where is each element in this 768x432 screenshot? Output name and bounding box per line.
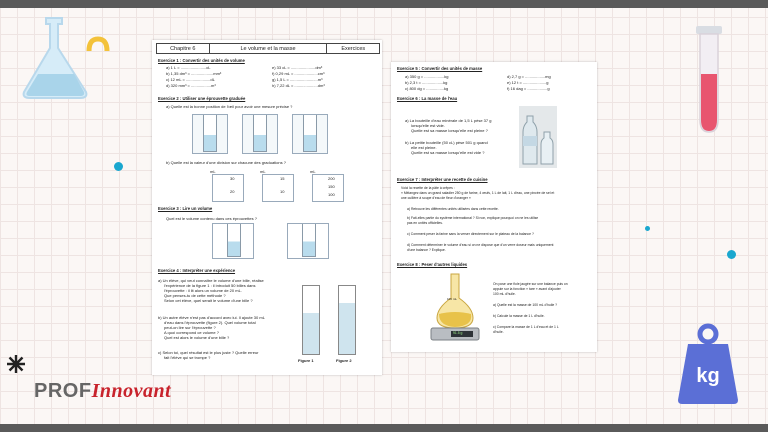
graduation-label: 150: [328, 184, 335, 189]
ex4-text: l'éprouvette : il lit alors un volume de 20 mL.: [164, 288, 242, 293]
graduation-scale: [262, 174, 294, 202]
worksheet-title: Le volume et la masse: [210, 44, 328, 53]
graduation-unit: mL: [260, 169, 266, 174]
ex4-text: fait l'élève qui se trompe ?: [164, 355, 211, 360]
ex1-item: c) 12 mL = ......................dL: [166, 77, 215, 82]
flask-volume-label: 100 mL: [447, 297, 458, 301]
svg-text:kg: kg: [696, 365, 720, 387]
ex7-question: b) Fait-elles partie du système international ? Si non, explique pourquoi on ne les utilise: [407, 216, 539, 220]
ex8-question: a) Quelle est la masse de 100 mL d'huile ?: [493, 303, 558, 307]
scale-display: 91.5 g: [453, 331, 463, 335]
worksheet-header: [156, 43, 380, 54]
ex5-item: d) 2,7 g = ..................mg: [507, 74, 551, 79]
exercise-4-title: Exercice 4 : Interpréter une expérience: [158, 268, 236, 273]
ex4-text: a) Un élève, qui veut connaître le volume d'une bille, réalise: [158, 278, 264, 283]
ex6-text: Quelle est sa masse lorsqu'elle est vide ?: [411, 150, 485, 155]
chapter-label: Chapitre 6: [157, 44, 210, 53]
graduation-unit: mL: [210, 169, 216, 174]
exercise-7-title: Exercice 7 : Interpréter une recette de cuisine: [397, 177, 488, 182]
ex6-text: elle est pleine.: [411, 145, 437, 150]
ex8-question: d'huile.: [493, 330, 504, 334]
graduation-label: 15: [280, 176, 285, 181]
ex1-item: a) 1 L = .......................cL: [166, 65, 211, 70]
figure-2-caption: Figure 2: [336, 358, 352, 363]
ex8-text: On pose une fiole jaugée sur une balance puis on: [493, 282, 568, 286]
ex5-item: b) 2,3 t = ...................kg: [405, 80, 448, 85]
eye-position-figure: [292, 114, 328, 154]
bottom-bar: [0, 424, 768, 432]
magnet-icon: [86, 36, 110, 54]
ex4-text: c) Selon toi, quel résultat est le plus juste ? Quelle erreur: [158, 350, 259, 355]
ex2-question-b: b) Quelle est la valeur d'une division sur chacune des graduations ?: [166, 160, 286, 165]
ex1-item: d) 320 mm³ = ..................m³: [166, 83, 216, 88]
cylinder-reading-figure: [287, 223, 329, 259]
ex1-item: b) 1,35 dm³ = ....................mm³: [166, 71, 222, 76]
ex7-question: pas en unités officielles.: [407, 221, 443, 225]
ex4-text: l'expérience de la figure 1 : il introduit 50 billes dans: [164, 283, 256, 288]
ex5-item: c) 800 dg = ................kg: [405, 86, 449, 91]
ex7-question: a) Retrouve les différentes unités utilisées dans cette recette.: [407, 207, 499, 211]
eye-position-figure: [192, 114, 228, 154]
ex6-text: lorsqu'elle est vide.: [411, 123, 445, 128]
ex4-text: d'eau dans l'éprouvette (figure 2). Quel volume total: [164, 320, 256, 325]
test-tube-icon: [688, 22, 732, 138]
ex8-text: appuie sur la fonction « tare » avant d'ajouter: [493, 287, 561, 291]
asterisk-icon: [6, 354, 26, 374]
exercise-1-title: Exercice 1 : Convertir des unités de volume: [158, 58, 245, 63]
brand-name-part1: PROF: [34, 380, 92, 402]
ex1-item: e) 33 cL = ......................dm³: [272, 65, 323, 70]
exercise-5-title: Exercice 5 : Convertir des unités de masse: [397, 66, 483, 71]
graduation-scale: [212, 174, 244, 202]
ex7-intro: Voici la recette de la pâte à crêpes :: [401, 186, 455, 190]
graduation-label: 30: [230, 176, 235, 181]
figure-1-caption: Figure 1: [298, 358, 314, 363]
brand-logo: [34, 380, 171, 403]
ex1-item: g) 1,5 L = .........................m³: [272, 77, 323, 82]
ex5-item: e) 12 t = .....................g: [507, 80, 549, 85]
water-bottles-photo: [519, 106, 557, 168]
worksheet-type: Exercices: [341, 45, 366, 52]
ex3-question: Quel est le volume contenu dans ces éprouvettes ?: [166, 216, 257, 221]
ex4-text: Selon cet élève, quel serait le volume d'une bille ?: [164, 298, 253, 303]
exercise-2-title: Exercice 2 : Utiliser une éprouvette graduée: [158, 96, 246, 101]
graduated-cylinder-figure-2: [338, 285, 356, 355]
brand-name-part2: Innovant: [91, 380, 172, 402]
ex7-intro: « Mélangez dans un grand saladier 250 g de farine, 4 œufs, 1 L de lait, 1 L d'eau, une pincée de sel et: [401, 191, 555, 195]
exercise-3-title: Exercice 3 : Lire un volume: [158, 206, 213, 211]
graduated-cylinder-figure-1: [302, 285, 320, 355]
ex8-question: c) Compare la masse de 1 L d'eau et de 1 L: [493, 325, 559, 329]
graduation-label: 20: [230, 189, 235, 194]
ex6-text: a) La bouteille d'eau minérale de 1,5 L pèse 37 g: [405, 118, 492, 123]
ex1-item: h) 7,22 dL = .....................dm³: [272, 83, 325, 88]
ex7-question: c) Comment peser la farine sans la verser directement sur le plateau de la balance ?: [407, 232, 534, 236]
ex5-item: f) 16 dag = ..................g: [507, 86, 550, 91]
ex7-question: d) Comment déterminer le volume d'eau si on ne dispose que d'un verre doseur mais uniquement: [407, 243, 554, 247]
graduation-label: 100: [328, 192, 335, 197]
ex8-text: 100 mL d'huile.: [493, 292, 516, 296]
exercise-8-title: Exercice 8 : Peser d'autres liquides: [397, 262, 468, 267]
worksheet-page-2: [391, 62, 597, 352]
graduation-label: 200: [328, 176, 335, 181]
blue-dot: [727, 250, 736, 259]
weight-kg-icon: [672, 322, 744, 408]
eye-position-figure: [242, 114, 278, 154]
top-bar: [0, 0, 768, 8]
cylinder-reading-figure: [212, 223, 254, 259]
ex4-text: A quoi correspond ce volume ?: [164, 330, 219, 335]
worksheet-page-1: [152, 40, 382, 375]
graduation-unit: mL: [310, 169, 316, 174]
ex8-question: b) Calcule la masse de 1 L d'huile.: [493, 314, 545, 318]
small-blue-dot: [645, 226, 650, 231]
ex4-text: Que penses-tu de cette méthode ?: [164, 293, 226, 298]
ex4-text: Quel est alors le volume d'une bille ?: [164, 335, 230, 340]
ex7-question: d'une balance ? Explique.: [407, 248, 446, 252]
exercise-6-title: Exercice 6 : La masse de l'eau: [397, 96, 458, 101]
ex4-text: b) Un autre élève n'est pas d'accord avec lui. Il ajoute 30 mL: [158, 315, 265, 320]
blue-dot: [114, 162, 123, 171]
ex5-item: a) 350 g = ..................kg: [405, 74, 449, 79]
graduation-label: 10: [280, 189, 285, 194]
ex2-question-a: a) Quelle est la bonne position de l'œil pour avoir une mesure précise ?: [166, 104, 293, 109]
ex4-text: peut-on lire sur l'éprouvette ?: [164, 325, 216, 330]
ex1-item: f) 0,29 mL = .....................cm³: [272, 71, 325, 76]
ex7-intro: une cuillère à soupe d'eau de fleur d'oranger »: [401, 196, 471, 200]
ex6-text: b) La petite bouteille (50 cL) pèse 501 g quand: [405, 140, 488, 145]
ex6-text: Quelle est sa masse lorsqu'elle est pleine ?: [411, 128, 488, 133]
erlenmeyer-flask-icon: [18, 14, 98, 100]
